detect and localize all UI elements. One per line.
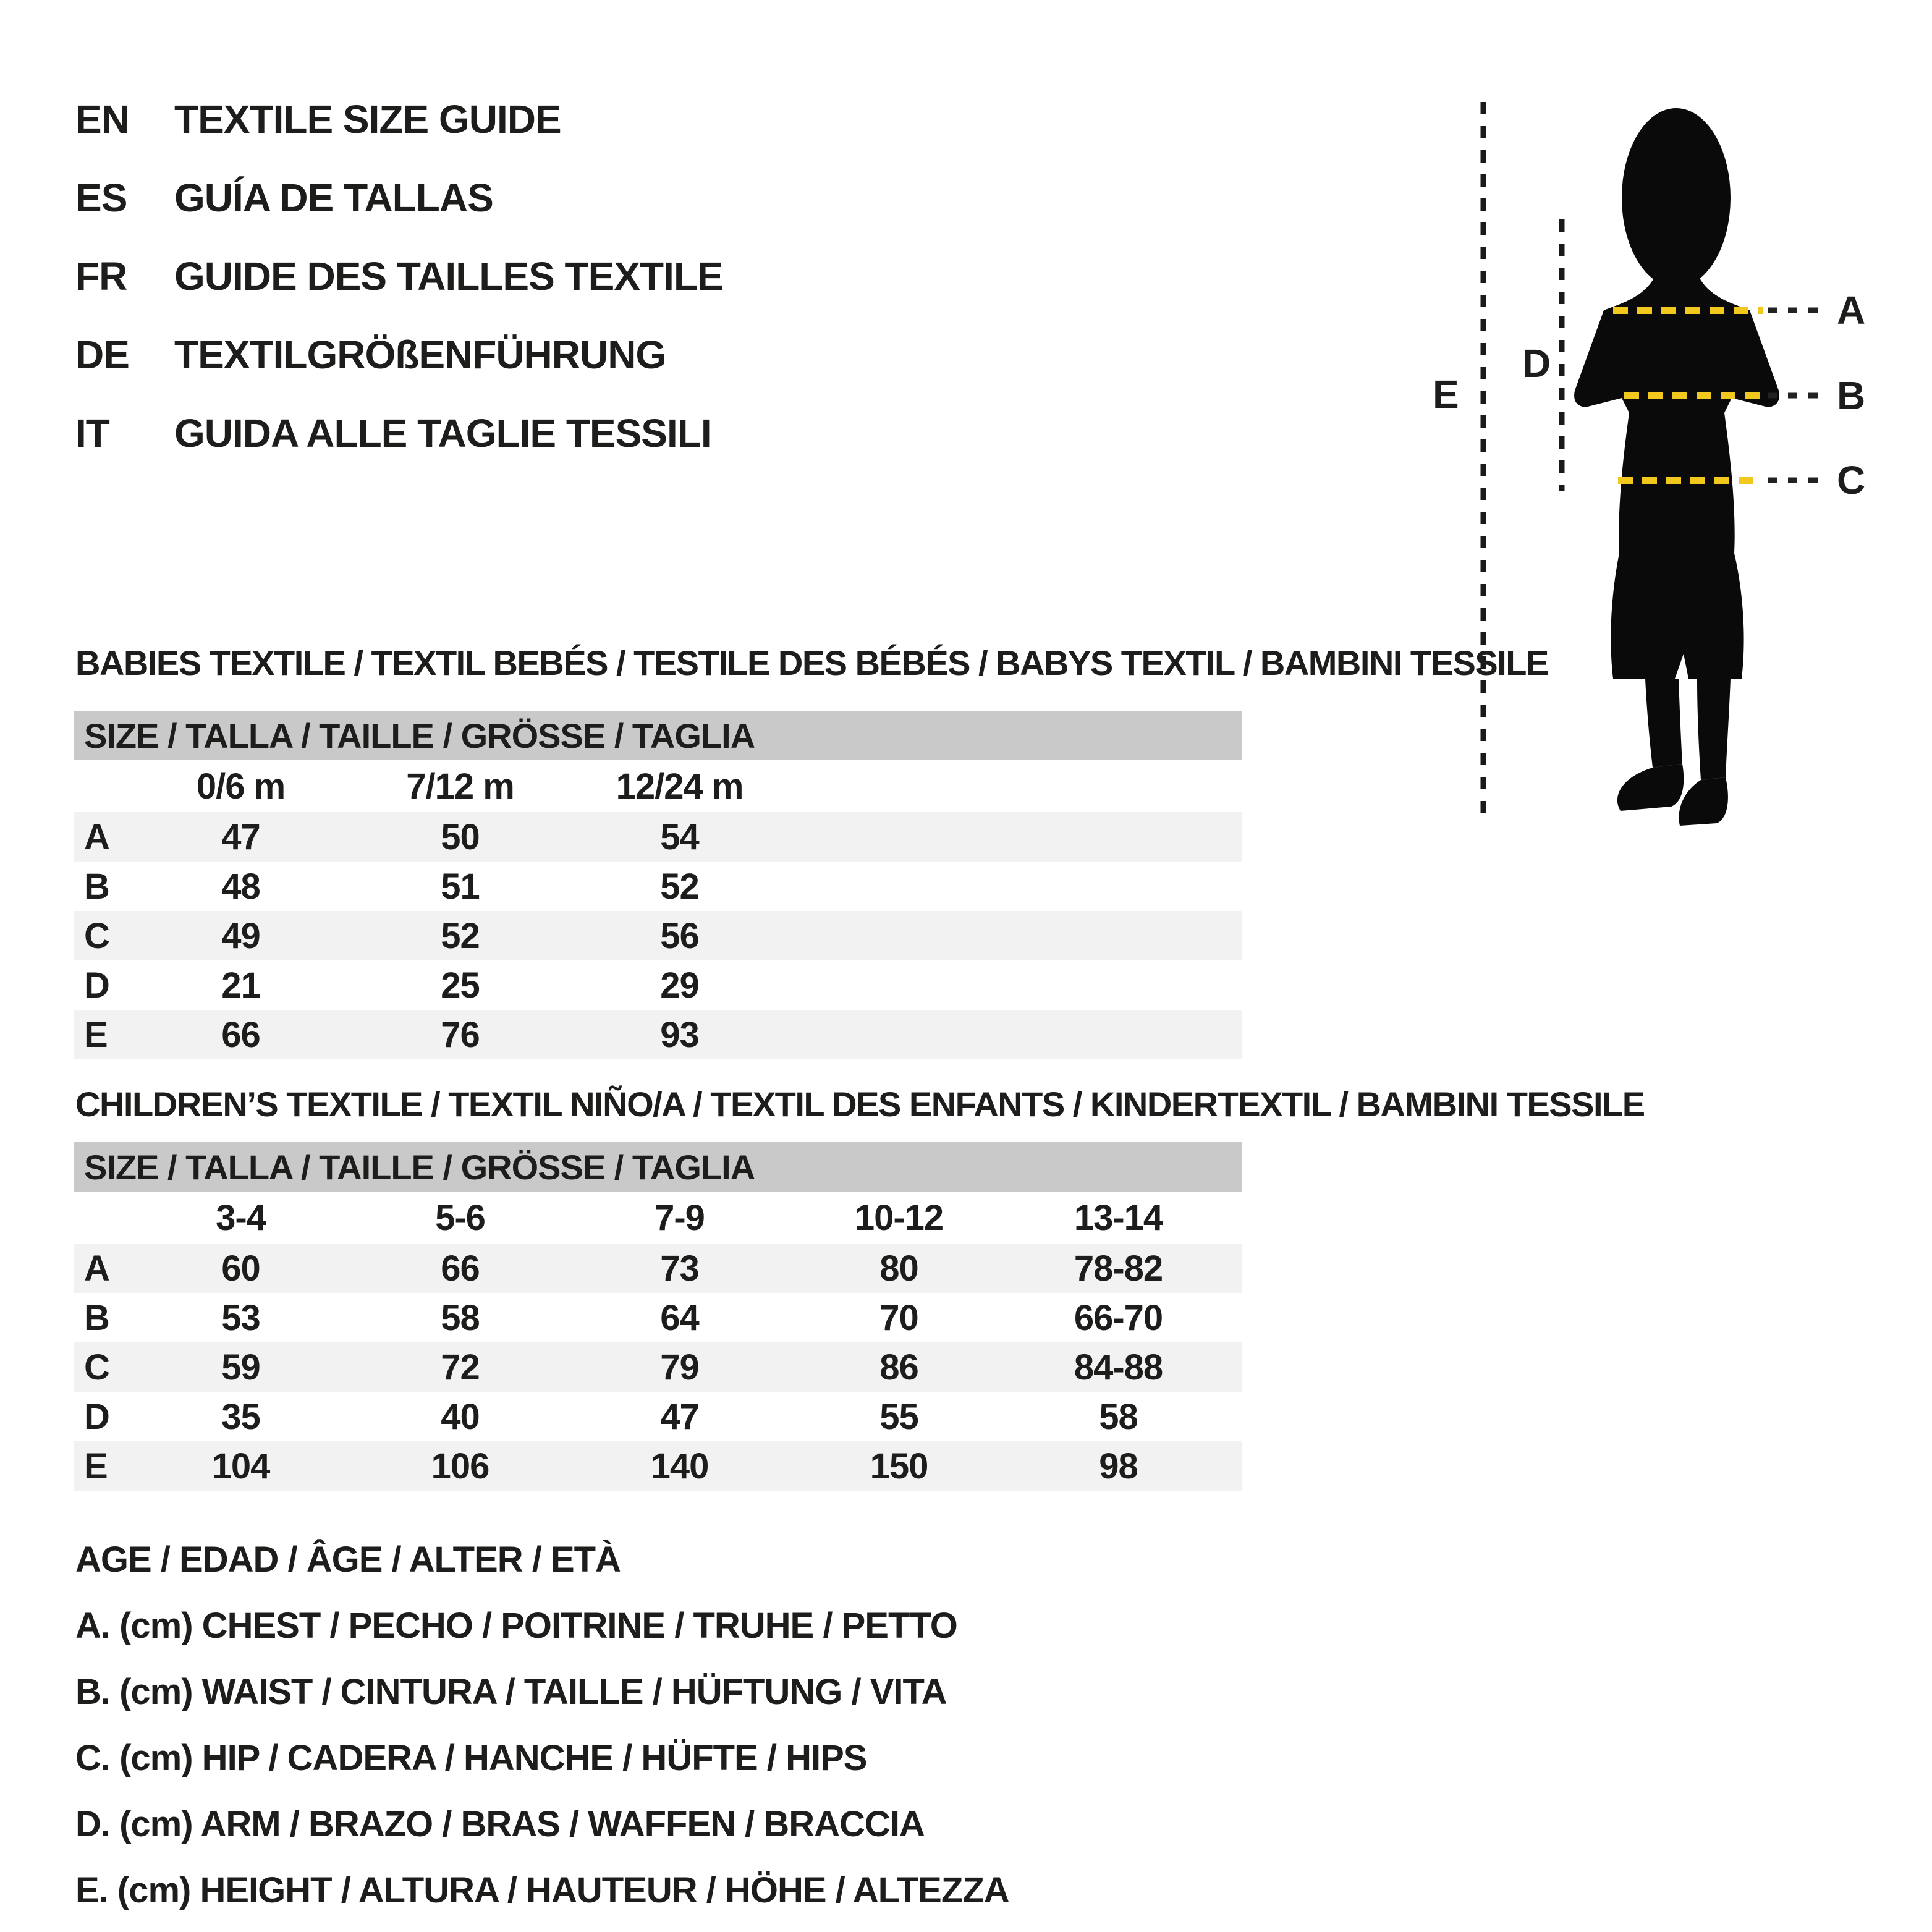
table-cell: 73 (660, 1248, 699, 1289)
figure-label-c: C (1837, 458, 1866, 502)
children-section-title: CHILDREN’S TEXTILE / TEXTIL NIÑO/A / TEXTIL DES ENFANTS / KINDERTEXTIL / BAMBINI TESSILE (75, 1085, 1645, 1124)
table-cell: 40 (441, 1396, 480, 1437)
language-row-fr (75, 255, 723, 298)
row-label: D (84, 965, 109, 1006)
table-cell: 64 (660, 1297, 699, 1338)
language-code: EN (75, 97, 129, 142)
language-code: FR (75, 254, 127, 299)
legend-line-chest: A. (cm) CHEST / PECHO / POITRINE / TRUHE / PETTO (75, 1606, 957, 1646)
row-label: D (84, 1396, 109, 1437)
table-cell: 66-70 (1074, 1297, 1163, 1338)
table-cell: 56 (660, 915, 699, 956)
table-cell: 52 (660, 866, 699, 907)
table-row (74, 1010, 1242, 1059)
table-cell: 53 (221, 1297, 260, 1338)
table-cell: 84-88 (1074, 1347, 1163, 1388)
table-cell: 93 (660, 1014, 699, 1055)
child-silhouette-diagram (1397, 87, 1916, 834)
row-label: B (84, 1297, 109, 1338)
babies-section-title: BABIES TEXTILE / TEXTIL BEBÉS / TESTILE DES BÉBÉS / BABYS TEXTIL / BAMBINI TESSILE (75, 643, 1548, 682)
table-cell: 21 (221, 965, 260, 1006)
table-cell: 79 (660, 1347, 699, 1388)
row-label: E (84, 1014, 108, 1055)
language-code: ES (75, 176, 127, 220)
table-cell: 59 (221, 1347, 260, 1388)
language-code: IT (75, 411, 109, 455)
table-row (74, 862, 1242, 911)
table-cell: 150 (870, 1446, 928, 1486)
child-silhouette (1574, 108, 1779, 826)
table-cell: 49 (221, 915, 260, 956)
row-label: A (84, 1248, 109, 1289)
table-cell: 66 (441, 1248, 480, 1289)
column-header: 7-9 (655, 1197, 705, 1238)
language-title: TEXTILE SIZE GUIDE (174, 97, 561, 142)
language-row-it (75, 412, 723, 455)
children-column-header-row (74, 1192, 1242, 1244)
size-header-label: SIZE / TALLA / TAILLE / GRÖSSE / TAGLIA (84, 1147, 755, 1187)
column-header: 7/12 m (406, 766, 514, 807)
column-header: 13-14 (1074, 1197, 1163, 1238)
table-row (74, 1392, 1242, 1441)
table-cell: 51 (441, 866, 480, 907)
column-header: 5-6 (435, 1197, 485, 1238)
table-row (74, 911, 1242, 960)
table-cell: 70 (879, 1297, 918, 1338)
language-title: GUIDA ALLE TAGLIE TESSILI (174, 411, 711, 455)
column-header: 0/6 m (196, 766, 286, 807)
table-row (74, 812, 1242, 862)
legend-line-waist: B. (cm) WAIST / CINTURA / TAILLE / HÜFTUNG / VITA (75, 1672, 947, 1712)
table-cell: 54 (660, 816, 699, 857)
table-cell: 58 (441, 1297, 480, 1338)
language-title: GUIDE DES TAILLES TEXTILE (174, 254, 723, 299)
babies-size-header-bar (74, 711, 1242, 760)
table-cell: 140 (650, 1446, 709, 1486)
table-cell: 48 (221, 866, 260, 907)
legend-line-arm: D. (cm) ARM / BRAZO / BRAS / WAFFEN / BRACCIA (75, 1804, 925, 1844)
language-title-list (75, 98, 723, 455)
table-cell: 50 (441, 816, 480, 857)
table-cell: 104 (211, 1446, 270, 1486)
language-title: GUÍA DE TALLAS (174, 176, 493, 220)
table-cell: 76 (441, 1014, 480, 1055)
language-code: DE (75, 333, 129, 377)
babies-column-header-row (74, 760, 1242, 812)
table-cell: 78-82 (1074, 1248, 1163, 1289)
table-row (74, 960, 1242, 1010)
row-label: C (84, 1347, 109, 1388)
table-cell: 47 (660, 1396, 699, 1437)
row-label: E (84, 1446, 108, 1486)
row-label: B (84, 866, 109, 907)
table-cell: 86 (879, 1347, 918, 1388)
children-size-table (74, 1142, 1242, 1491)
table-cell: 55 (879, 1396, 918, 1437)
table-cell: 52 (441, 915, 480, 956)
table-cell: 60 (221, 1248, 260, 1289)
table-cell: 58 (1099, 1396, 1138, 1437)
table-cell: 66 (221, 1014, 260, 1055)
column-header: 12/24 m (616, 766, 744, 807)
column-header: 3-4 (216, 1197, 266, 1238)
language-row-es (75, 176, 723, 219)
figure-label-e: E (1433, 372, 1459, 417)
measurement-legend (75, 1542, 1009, 1909)
table-cell: 98 (1099, 1446, 1138, 1486)
row-label: A (84, 816, 109, 857)
row-label: C (84, 915, 109, 956)
language-row-en (75, 98, 723, 141)
table-cell: 35 (221, 1396, 260, 1437)
language-row-de (75, 333, 723, 376)
table-cell: 106 (431, 1446, 489, 1486)
figure-label-b: B (1837, 373, 1866, 418)
babies-size-table (74, 711, 1242, 1059)
figure-label-d: D (1522, 341, 1551, 386)
table-cell: 80 (879, 1248, 918, 1289)
table-row (74, 1244, 1242, 1293)
table-row (74, 1441, 1242, 1491)
column-header: 10-12 (854, 1197, 944, 1238)
table-cell: 25 (441, 965, 480, 1006)
children-size-header-bar (74, 1142, 1242, 1192)
table-row (74, 1342, 1242, 1392)
legend-line-hip: C. (cm) HIP / CADERA / HANCHE / HÜFTE / HIPS (75, 1738, 867, 1778)
legend-line-age: AGE / EDAD / ÂGE / ALTER / ETÀ (75, 1540, 621, 1580)
measurement-figure (1397, 87, 1916, 834)
language-title: TEXTILGRÖßENFÜHRUNG (174, 333, 666, 377)
legend-line-height: E. (cm) HEIGHT / ALTURA / HAUTEUR / HÖHE / ALTEZZA (75, 1870, 1009, 1910)
figure-label-a: A (1837, 288, 1866, 333)
table-row (74, 1293, 1242, 1342)
table-cell: 72 (441, 1347, 480, 1388)
size-header-label: SIZE / TALLA / TAILLE / GRÖSSE / TAGLIA (84, 716, 755, 755)
table-cell: 29 (660, 965, 699, 1006)
table-cell: 47 (221, 816, 260, 857)
